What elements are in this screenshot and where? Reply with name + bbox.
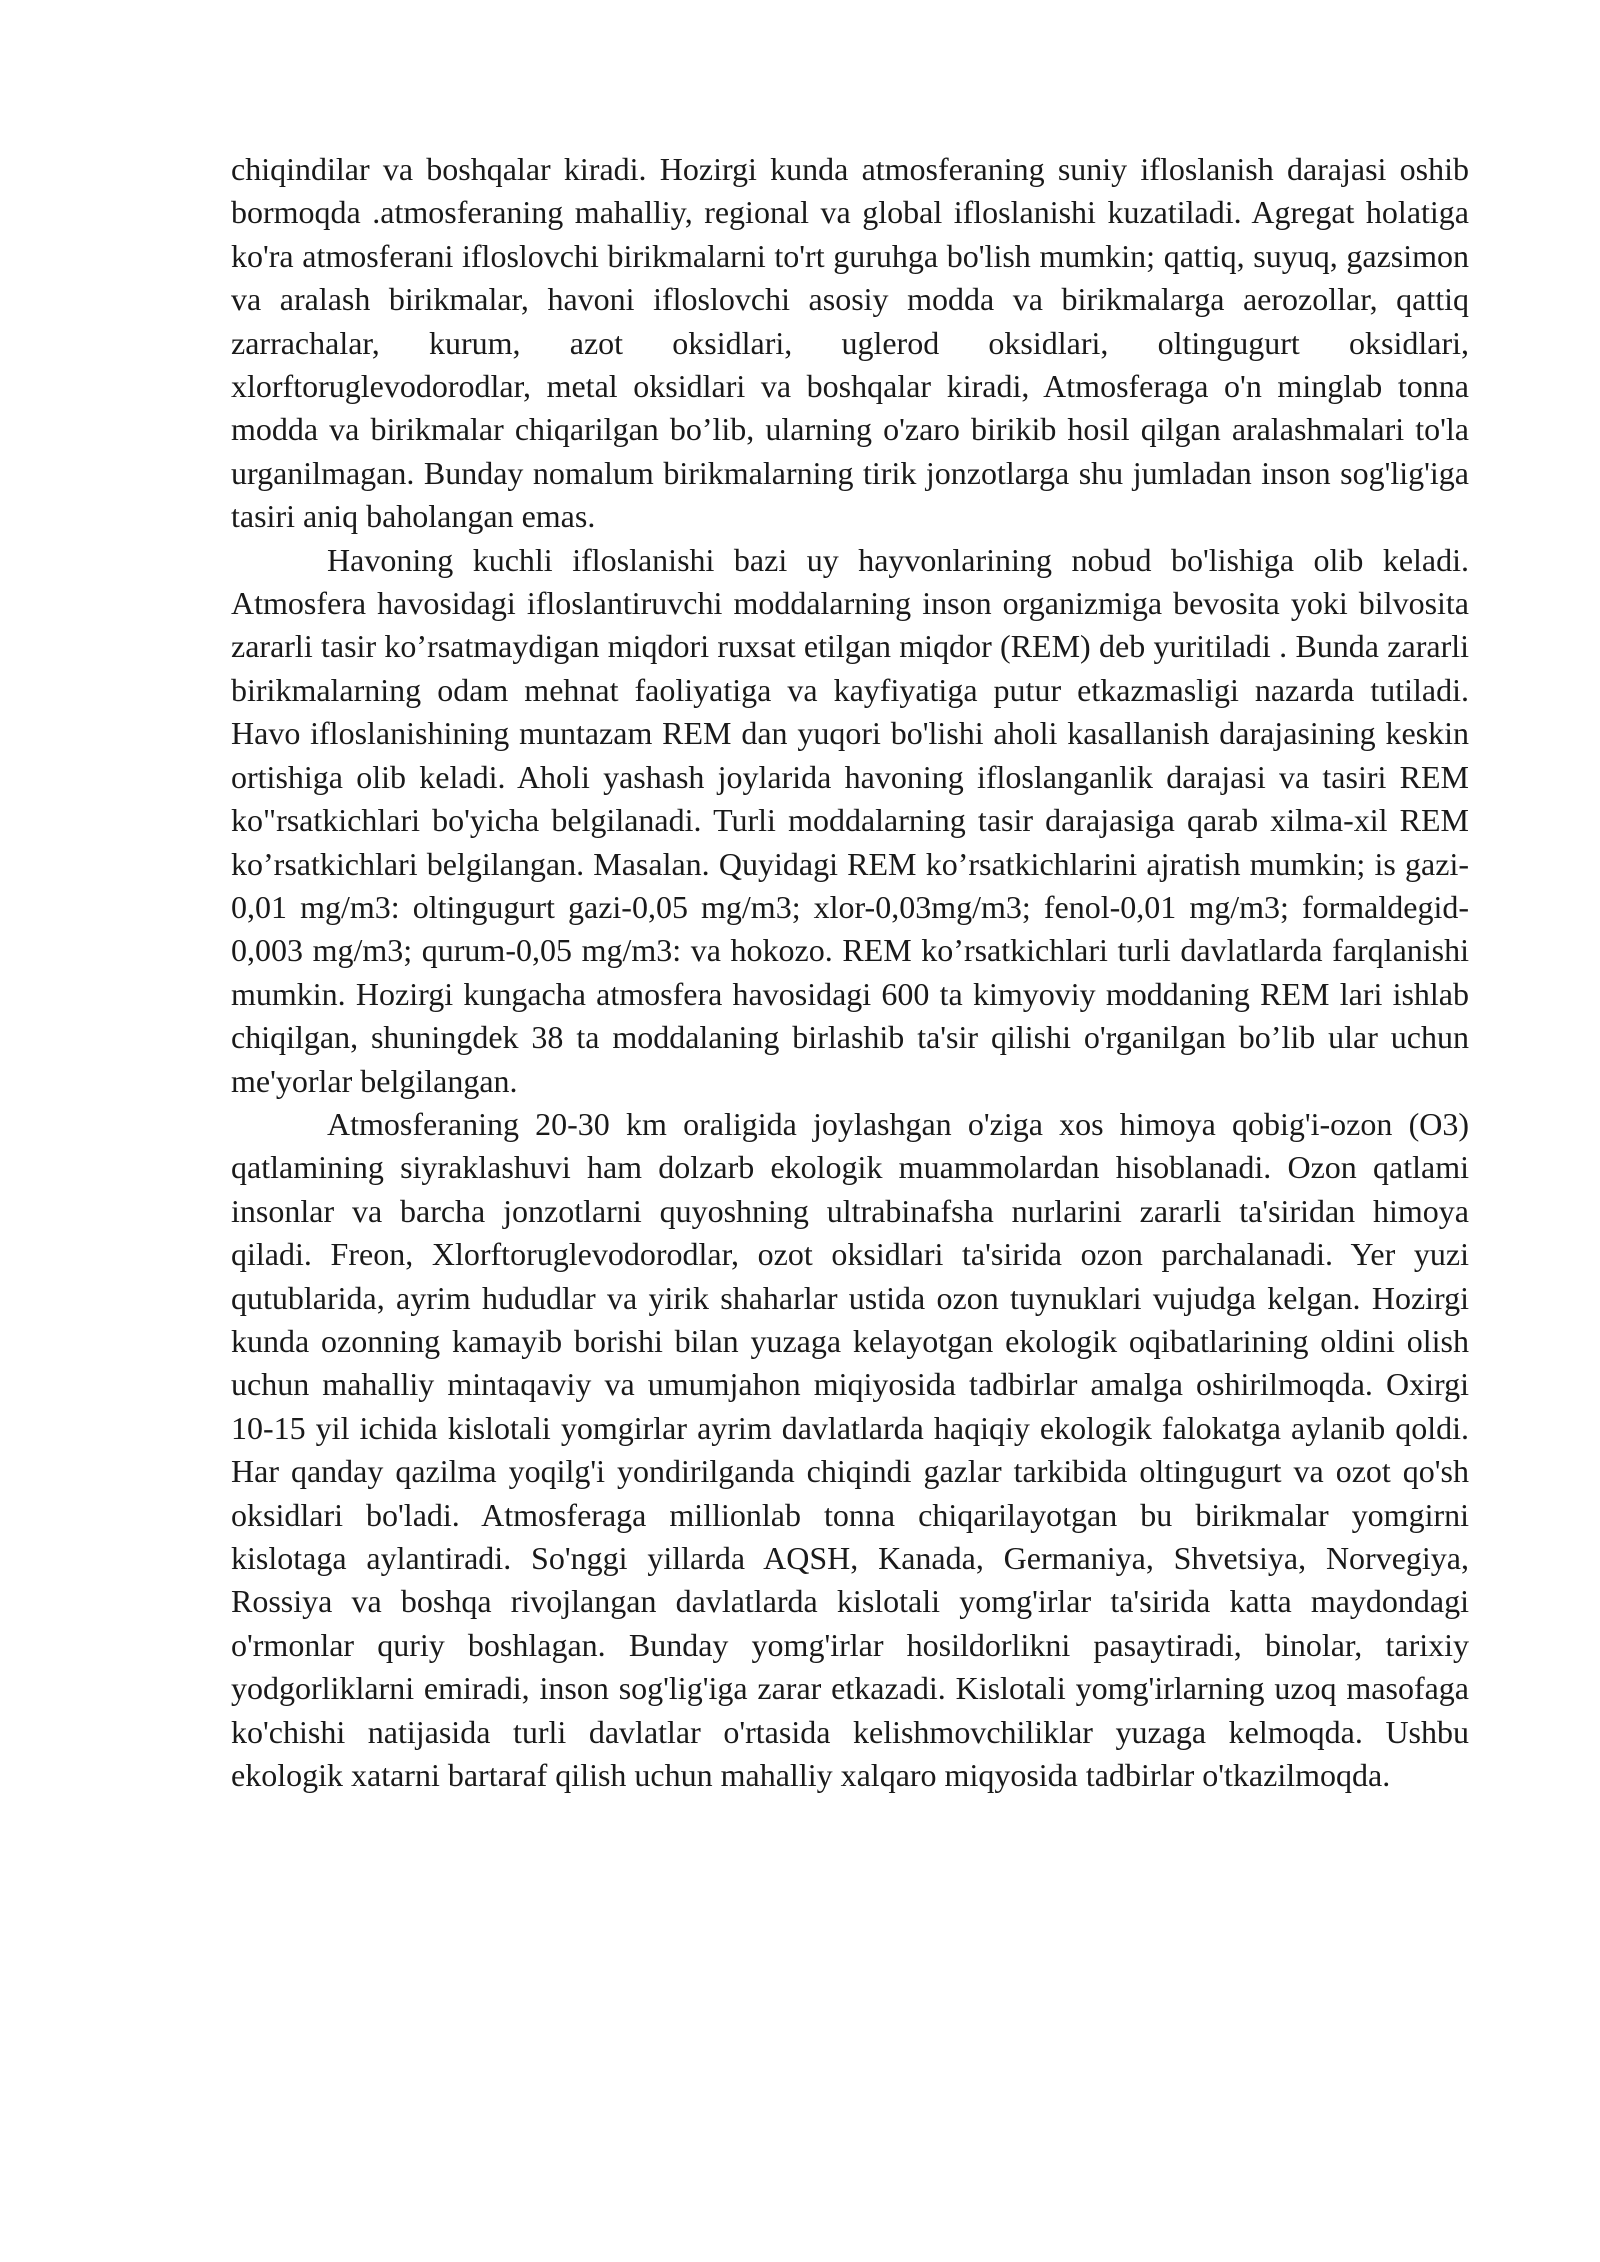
paragraph-2: Havoning kuchli ifloslanishi bazi uy hayvonlarining nobud bo'lishiga olib keladi. Atmosfera havosidagi ifloslantiruvchi moddalarning inson organizmiga bevosita yoki bilvosita zararli tasir ko’rsatmaydigan miqdori ruxsat etilgan miqdor (REM) deb yuritiladi . Bunda zararli birikmalarning odam mehnat faoliyatiga va kayfiyatiga putur etkazmasligi nazarda tutiladi. Havo ifloslanishining muntazam REM dan yuqori bo'lishi aholi kasallanish darajasining keskin ortishiga olib keladi. Aholi yashash joylarida havoning ifloslanganlik darajasi va tasiri REM ko"rsatkichlari bo'yicha belgilanadi. Turli moddalarning tasir darajasiga qarab xilma-xil REM ko’rsatkichlari belgilangan. Masalan. Quyidagi REM ko’rsatkichlarini ajratish mumkin; is gazi-0,01 mg/m3: oltingugurt gazi-0,05 mg/m3; xlor-0,03mg/m3; fenol-0,01 mg/m3; formaldegid-0,003 mg/m3; qurum-0,05 mg/m3: va hokozo. REM ko’rsatkichlari turli davlatlarda farqlanishi mumkin. Hozirgi kungacha atmosfera havosidagi 600 ta kimyoviy moddaning REM lari ishlab chiqilgan, shuningdek 38 ta moddalaning birlashib ta'sir qilishi o'rganilgan bo’lib ular uchun me'yorlar belgilangan. bbox=[231, 541, 1469, 1099]
document-page bbox=[231, 148, 1469, 1797]
paragraph-1: chiqindilar va boshqalar kiradi. Hozirgi kunda atmosferaning suniy ifloslanish darajasi oshib bormoqda .atmosferaning mahalliy, regional va global ifloslanishi kuzatiladi. Agregat holatiga ko'ra atmosferani ifloslovchi birikmalarni to'rt guruhga bo'lish mumkin; qattiq, suyuq, gazsimon va aralash birikmalar, havoni ifloslovchi asosiy modda va birikmalarga aerozollar, qattiq zarrachalar, kurum, azot oksidlari, uglerod oksidlari, oltingugurt oksidlari, xlorftoruglevodorodlar, metal oksidlari va boshqalar kiradi, Atmosferaga o'n minglab tonna modda va birikmalar chiqarilgan bo’lib, ularning o'zaro birikib hosil qilgan aralashmalari to'la urganilmagan. Bunday nomalum birikmalarning tirik jonzotlarga shu jumladan inson sog'lig'iga tasiri aniq baholangan emas. bbox=[231, 151, 1469, 535]
paragraph-3: Atmosferaning 20-30 km oraligida joylashgan o'ziga xos himoya qobig'i-ozon (O3) qatlamining siyraklashuvi ham dolzarb ekologik muammolardan hisoblanadi. Ozon qatlami insonlar va barcha jonzotlarni quyoshning ultrabinafsha nurlarini zararli ta'siridan himoya qiladi. Freon, Xlorftoruglevodorodlar, ozot oksidlari ta'sirida ozon parchalanadi. Yer yuzi qutublarida, ayrim hududlar va yirik shaharlar ustida ozon tuynuklari vujudga kelgan. Hozirgi kunda ozonning kamayib borishi bilan yuzaga kelayotgan ekologik oqibatlarining oldini olish uchun mahalliy mintaqaviy va umumjahon miqiyosida tadbirlar amalga oshirilmoqda. Oxirgi 10-15 yil ichida kislotali yomgirlar ayrim davlatlarda haqiqiy ekologik falokatga aylanib qoldi. Har qanday qazilma yoqilg'i yondirilganda chiqindi gazlar tarkibida oltingugurt va ozot qo'sh oksidlari bo'ladi. Atmosferaga millionlab tonna chiqarilayotgan bu birikmalar yomgirni kislotaga aylantiradi. So'nggi yillarda AQSH, Kanada, Germaniya, Shvetsiya, Norvegiya, Rossiya va boshqa rivojlangan davlatlarda kislotali yomg'irlar ta'sirida katta maydondagi o'rmonlar quriy boshlagan. Bunday yomg'irlar hosildorlikni pasaytiradi, binolar, tarixiy yodgorliklarni emiradi, inson sog'lig'iga zarar etkazadi. Kislotali yomg'irlarning uzoq masofaga ko'chishi natijasida turli davlatlar o'rtasida kelishmovchiliklar yuzaga kelmoqda. Ushbu ekologik xatarni bartaraf qilish uchun mahalliy xalqaro miqyosida tadbirlar o'tkazilmoqda. bbox=[231, 1105, 1469, 1794]
